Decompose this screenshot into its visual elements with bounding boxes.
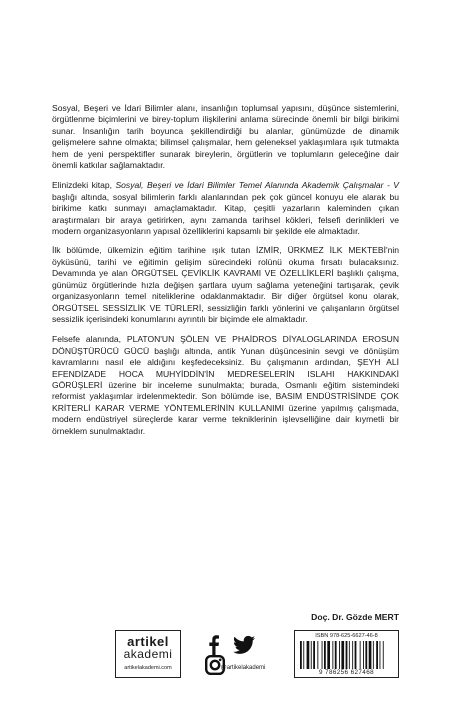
barcode-bar xyxy=(373,641,374,669)
barcode-bar xyxy=(335,641,337,669)
barcode-bar xyxy=(369,641,372,669)
barcode-bar xyxy=(339,641,340,669)
barcode-bar xyxy=(376,641,378,669)
barcode-bar xyxy=(352,641,353,669)
barcode-bar xyxy=(332,641,333,669)
barcode-bar xyxy=(303,641,304,669)
publisher-logo xyxy=(115,630,181,678)
barcode-bar xyxy=(313,641,315,669)
publisher-website: artikelakademi.com xyxy=(124,665,172,671)
barcode-bar xyxy=(380,641,381,669)
paragraph-philosophy-chapters: Felsefe alanında, PLATON'UN ŞÖLEN VE PHAİDROS DİYALOGLARINDA EROSUN DÖNÜŞTÜRÜCÜ GÜCÜ başlığı altında, antik Yunan düşüncesinin sevgi ve dönüşüm kavramlarını nasıl ele aldığını keşfedeceksiniz. Bu çalışmanın ardından, ŞEYH ALİ EFENDİZADE HOCA MUHYİDDİN'İN MEDRESELERİN ISLAHI HAKKINDAKİ GÖRÜŞLERİ üzerine bir inceleme sunulmakta; burada, Osmanlı eğitim sistemindeki reformist yaklaşımlar irdelenmektedir. Son bölümde ise, BASIM ENDÜSTRİSİNDE ÇOK KRİTERLİ KARAR VERME YÖNTEMLERİNİN KULLANIMI üzerine yapılmış çalışmada, modern endüstriyel süreçlerde karar verme tekniklerinin işlevselliğine dair kıymetli bir örneklem sunulmaktadır. xyxy=(52,334,399,436)
facebook-icon xyxy=(205,635,223,655)
twitter-icon xyxy=(233,635,255,655)
social-media xyxy=(198,635,286,671)
barcode-bar xyxy=(324,641,326,669)
barcode-bar xyxy=(300,641,302,669)
paragraph-text: başlığı altında, sosyal bilimlerin farklı alanlarından pek çok güncel konuyu ele alarak bu birikime katkı sunmayı amaçlamaktadır. Kitap, çeşitli yazarların kaleminden çıkan araştırmaları bir araya getirirken, aynı zamanda tarihsel kökleri, felsefi derinlikleri ve modern organizasyonların yapısal özelliklerini kapsamlı bir şekilde ele almaktadır. xyxy=(52,191,399,237)
paragraph-book-description xyxy=(52,180,399,237)
barcode-bar xyxy=(317,641,318,669)
barcode-bar xyxy=(363,641,364,669)
barcode-bar xyxy=(360,641,361,669)
social-handle: @artikelakademi xyxy=(220,665,266,671)
barcode-bar xyxy=(365,641,367,669)
barcode-bar xyxy=(327,641,330,669)
barcode xyxy=(299,641,396,669)
barcode-number: 9 786256 627468 xyxy=(318,669,375,676)
logo-line-2: akademi xyxy=(123,647,173,661)
paragraph-first-chapters: İlk bölümde, ülkemizin eğitim tarihine ışık tutan İZMİR, ÜRKMEZ İLK MEKTEBİ'nin öyküsünü, tarihi ve eğitimin gelişim sürecindeki rolünü okuma fırsatı bulacaksınız. Devamında ye alan ÖRGÜTSEL ÇEVİKLİK KAVRAMI VE ÖZELLİKLERİ başlıklı çalışma, günümüz örgütlerinde hızla değişen şartlara uyum sağlama yeteneğini tartışarak, çevik organizasyonların temel niteliklerine odaklanmaktadır. Bir diğer örgütsel konu olarak, ÖRGÜTSEL SESSİZLİK VE TÜRLERİ, sessizliğin farklı yönlerini ve çalışanların örgütsel sessizlik içerisindeki konumlarını ayrıntılı bir biçimde ele almaktadır. xyxy=(52,245,399,324)
paragraph-intro: Sosyal, Beşeri ve İdari Bilimler alanı, insanlığın toplumsal yapısını, düşünce sistemlerini, örgütlenme biçimlerini ve birey-toplum ilişkilerini anlama sürecinde önemli bir bilgi birikimi sunar. İnsanlığın tarih boyunca şekillendirdiği bu alanlar, günümüzde de dinamik gelişmelere sahne olmakta; bilimsel çalışmalar, hem geleneksel yaklaşımlara ışık tutmakta hem de yeni perspektifler sunarak bireylerin, örgütlerin ve toplumların geleceğine dair önemli katkılar sağlamaktadır. xyxy=(52,103,399,171)
logo-line-1: artikel xyxy=(127,634,169,649)
back-cover-text xyxy=(52,103,399,446)
isbn-barcode-box xyxy=(294,630,399,678)
barcode-bar xyxy=(341,641,344,669)
barcode-bar xyxy=(307,641,310,669)
barcode-bar xyxy=(346,641,348,669)
barcode-bar xyxy=(322,641,323,669)
author-signature: Doç. Dr. Gözde MERT xyxy=(311,612,399,622)
book-series-title: Sosyal, Beşeri ve İdari Bilimler Temel Alanında Akademik Çalışmalar - V xyxy=(115,180,400,191)
barcode-bar xyxy=(383,641,384,669)
barcode-bar xyxy=(355,641,357,669)
barcode-bar xyxy=(311,641,312,669)
footer xyxy=(115,630,399,685)
isbn-label: ISBN 978-625-6627-46-8 xyxy=(315,633,378,639)
barcode-bar xyxy=(349,641,350,669)
paragraph-text: Elinizdeki kitap, xyxy=(52,180,116,191)
